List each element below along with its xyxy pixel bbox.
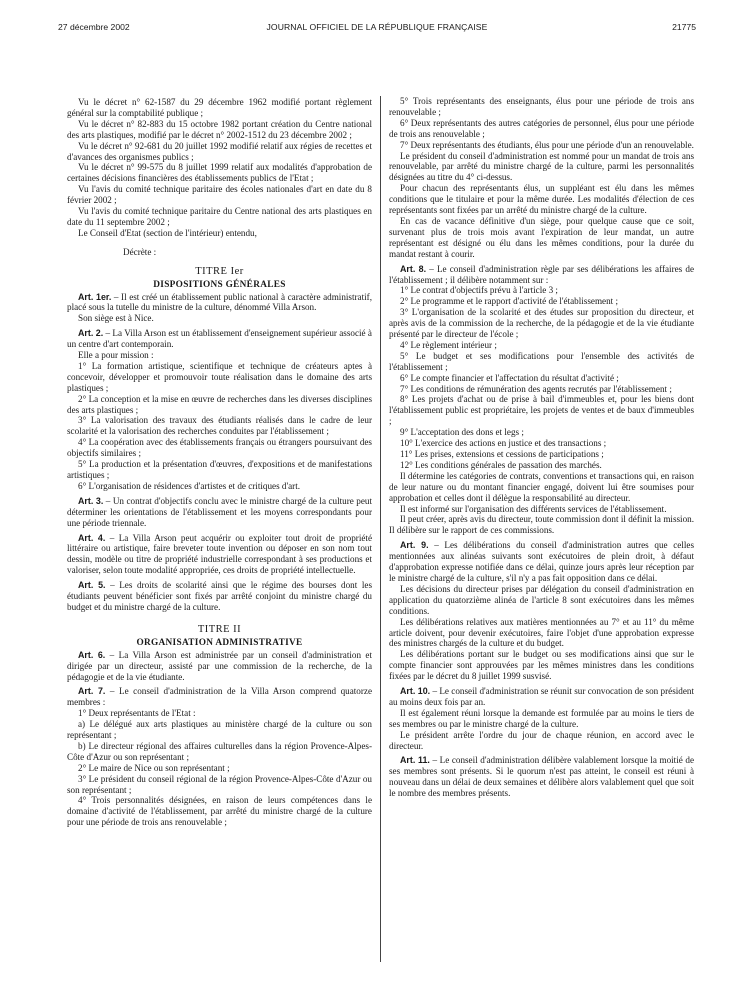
page-header bbox=[58, 22, 696, 36]
article bbox=[389, 686, 694, 708]
article-label: Art. 2. bbox=[78, 328, 104, 339]
list-item: 11° Les prises, extensions et cessions de participations ; bbox=[400, 449, 604, 459]
list-item: 7° Les conditions de rémunération des agents recrutés par l'établissement ; bbox=[400, 383, 672, 394]
list-item: a) Le délégué aux arts plastiques au ministère chargé de la culture ou son représentant ; bbox=[67, 719, 372, 741]
article bbox=[67, 580, 372, 613]
title-subheading: ORGANISATION ADMINISTRATIVE bbox=[136, 637, 303, 648]
article-text: – Il est créé un établissement public national à caractère administratif, placé sous la tutelle du ministre de la culture, dénommé Villa Arson. bbox=[67, 291, 372, 313]
article bbox=[389, 755, 694, 799]
journal-title: JOURNAL OFFICIEL DE LA RÉPUBLIQUE FRANÇAISE bbox=[266, 22, 488, 32]
column-divider bbox=[380, 96, 381, 962]
article-text: – Le conseil d'administration délibère valablement lorsque la moitié de ses membres sont présents. Si le quorum n'est pas atteint, le conseil est réuni à nouveau dans un délai de deux semaines et délibère alors valablement quel que soit le nombre des membres présents. bbox=[389, 755, 694, 799]
article-label: Art. 8. bbox=[400, 263, 427, 274]
right-column bbox=[389, 96, 694, 799]
list-item: b) Le directeur régional des affaires culturelles dans la région Provence-Alpes-Côte d'Azur ou son représentant ; bbox=[67, 740, 372, 762]
paragraph: Le président du conseil d'administration est nommé pour un mandat de trois ans renouvelable, par arrêté du ministre chargé de la culture, parmi les personnalités désignées au titre du 4° ci-dessus. bbox=[389, 150, 694, 183]
article-text: – Les droits de scolarité ainsi que le régime des bourses dont les étudiants peuvent bénéficier sont fixés par arrêté conjoint du ministre chargé du budget et du ministre chargé de la culture. bbox=[67, 580, 372, 612]
article-label: Art. 9. bbox=[400, 540, 429, 551]
list-item: 6° Le compte financier et l'affectation du résultat d'activité ; bbox=[400, 372, 619, 383]
article-label: Art. 7. bbox=[78, 686, 106, 697]
list-item: 3° La valorisation des travaux des étudiants réalisés dans le cadre de leur scolarité et la valorisation des recherches conduites par l'établissement ; bbox=[67, 415, 372, 437]
list-item: 7° Deux représentants des étudiants, élus pour une période d'un an renouvelable. bbox=[400, 139, 694, 150]
list-item: 5° Le budget et ses modifications pour l'ensemble des activités de l'établissement ; bbox=[389, 350, 694, 372]
left-column bbox=[67, 97, 372, 828]
visa: Vu le décret n° 62-1587 du 29 décembre 1962 modifié portant règlement général sur la comptabilité publique ; bbox=[67, 97, 372, 118]
article bbox=[67, 328, 372, 350]
article-text: – Le conseil d'administration se réunit sur convocation de son président au moins deux fois par an. bbox=[389, 686, 695, 707]
list-item: 2° Le programme et le rapport d'activité de l'établissement ; bbox=[400, 296, 619, 307]
list-item: 9° L'acceptation des dons et legs ; bbox=[400, 427, 524, 438]
list-item: 4° La coopération avec des établissements français ou étrangers poursuivant des objectifs similaires ; bbox=[67, 437, 372, 459]
paragraph: Son siège est à Nice. bbox=[78, 313, 154, 324]
article-text: – Le conseil d'administration de la Villa Arson comprend quatorze membres : bbox=[67, 686, 373, 708]
paragraph: En cas de vacance définitive d'un siège, pour quelque cause que ce soit, survenant plus de trois mois avant l'expiration de leur mandat, un autre représentant est désigné ou élu dans les mêmes conditions, pour la durée du mandat restant à courir. bbox=[389, 215, 694, 259]
list-item: 3° Le président du conseil régional de la région Provence-Alpes-Côte d'Azur ou son représentant ; bbox=[67, 773, 372, 795]
list-item: 5° La production et la présentation d'œuvres, d'expositions et de manifestations artistiques ; bbox=[67, 459, 372, 480]
list-item: 1° Deux représentants de l'Etat : bbox=[78, 708, 196, 719]
article bbox=[67, 496, 372, 529]
paragraph: Le président arrête l'ordre du jour de chaque réunion, en accord avec le directeur. bbox=[389, 729, 694, 751]
article bbox=[389, 264, 694, 286]
list-item: 1° Le contrat d'objectifs prévu à l'article 3 ; bbox=[400, 285, 558, 296]
list-item: 4° Le règlement intérieur ; bbox=[400, 339, 497, 350]
paragraph: Il détermine les catégories de contrats, conventions et transactions qui, en raison de leur nature ou du montant financier engagé, doivent lui être soumises pour approbation et celles dont il délègue la responsabilité au directeur. bbox=[389, 470, 694, 503]
paragraph: Il peut créer, après avis du directeur, toute commission dont il définit la mission. Il délibère sur le rapport de ces commissions. bbox=[389, 514, 694, 536]
list-item: 12° Les conditions générales de passation des marchés. bbox=[400, 459, 602, 470]
list-item: 4° Trois personnalités désignées, en raison de leurs compétences dans le domaine d'activité de l'établissement, par arrêté du ministre chargé de la culture pour une période de trois ans renouvelable ; bbox=[67, 795, 372, 828]
article-text: – Le conseil d'administration règle par ses délibérations les affaires de l'établissement ; il délibère notamment sur : bbox=[389, 263, 694, 285]
list-item: 10° L'exercice des actions en justice et des transactions ; bbox=[400, 438, 607, 449]
title-subheading: DISPOSITIONS GÉNÉRALES bbox=[153, 279, 286, 290]
article-text: – La Villa Arson est un établissement d'enseignement supérieur associé à un centre d'art contemporain. bbox=[67, 328, 372, 350]
list-item: 2° La conception et la mise en œuvre de recherches dans les diverses disciplines des arts plastiques ; bbox=[67, 393, 372, 415]
paragraph: Les décisions du directeur prises par délégation du conseil d'administration en application du quatorzième alinéa de l'article 8 sont exécutoires dans les mêmes conditions. bbox=[389, 583, 694, 616]
paragraph: Pour chacun des représentants élus, un suppléant est élu dans les mêmes conditions que le titulaire et pour la même durée. Les modalités d'élection de ces représentants sont fixées par un arrêté du ministre chargé de la culture. bbox=[389, 183, 694, 216]
header-date: 27 décembre 2002 bbox=[58, 22, 130, 32]
article bbox=[67, 533, 372, 577]
article bbox=[389, 540, 694, 584]
article-text: – La Villa Arson peut acquérir ou exploiter tout droit de propriété littéraire ou artistique, faire breveter toute invention ou déposer en son nom tout dessin, modèle ou titre de propriété industrielle correspondant à ses productions et valoriser, selon toute modalité appropriée, ces droits de propriété intellectuelle. bbox=[67, 532, 372, 576]
article-label: Art. 3. bbox=[78, 495, 104, 506]
visa: Le Conseil d'Etat (section de l'intérieur) entendu, bbox=[78, 227, 257, 238]
list-item: 1° La formation artistique, scientifique et technique de créateurs aptes à concevoir, développer et promouvoir toute réalisation dans le domaine des arts plastiques ; bbox=[67, 360, 372, 393]
visa: Vu l'avis du comité technique paritaire du Centre national des arts plastiques en date du 11 septembre 2002 ; bbox=[67, 206, 372, 227]
article-label: Art. 5. bbox=[78, 580, 106, 591]
article-text: – Un contrat d'objectifs conclu avec le ministre chargé de la culture peut déterminer les orientations de l'établissement et les moyens correspondants pour une période triennale. bbox=[67, 495, 372, 528]
article bbox=[67, 292, 372, 314]
article-text: – La Villa Arson est administrée par un conseil d'administration et dirigée par un directeur, assisté par une commission de la recherche, de la pédagogie et de la vie étudiante. bbox=[67, 649, 373, 682]
visa: Vu l'avis du comité technique paritaire des écoles nationales d'art en date du 8 février 2002 ; bbox=[67, 184, 372, 206]
visa: Vu le décret n° 99-575 du 8 juillet 1999 relatif aux modalités d'approbation de certaines décisions financières des établissements publics de l'Etat ; bbox=[67, 162, 372, 184]
list-item: 3° L'organisation de la scolarité et des études sur proposition du directeur, et après avis de la commission de la recherche, de la pédagogie et de la vie étudiante présenté par le directeur de l'école ; bbox=[389, 307, 694, 340]
visa: Vu le décret n° 92-681 du 20 juillet 1992 modifié relatif aux régies de recettes et d'avances des organismes publics ; bbox=[67, 140, 372, 162]
paragraph: Les délibérations portant sur le budget ou ses modifications ainsi que sur le compte financier sont approuvées par les mêmes ministres dans les conditions fixées par le décret du 8 juillet 1999 susvisé. bbox=[389, 649, 694, 682]
paragraph: Elle a pour mission : bbox=[78, 350, 154, 361]
list-item: 6° Deux représentants des autres catégories de personnel, élus pour une période de trois ans renouvelable ; bbox=[389, 117, 694, 139]
list-item: 6° L'organisation de résidences d'artistes et de critiques d'art. bbox=[78, 480, 301, 491]
article-label: Art. 11. bbox=[400, 755, 430, 766]
paragraph: Il est également réuni lorsque la demande est formulée par au moins le tiers de ses membres ou par le ministre chargé de la culture. bbox=[389, 707, 694, 729]
article-label: Art. 10. bbox=[400, 686, 431, 697]
list-item: 8° Les projets d'achat ou de prise à bail d'immeubles et, pour les biens dont l'établissement public est propriétaire, les projets de ventes et de baux d'immeubles ; bbox=[389, 394, 694, 427]
article bbox=[67, 650, 372, 683]
title-heading: TITRE II bbox=[197, 623, 242, 635]
article-label: Art. 6. bbox=[78, 649, 106, 660]
paragraph: Il est informé sur l'organisation des différents services de l'établissement. bbox=[400, 503, 667, 514]
article-label: Art. 4. bbox=[78, 532, 106, 543]
paragraph: Les délibérations relatives aux matières mentionnées au 7° et au 11° du même article doivent, pour devenir exécutoires, faire l'objet d'une approbation expresse des ministres chargés de la culture et du budget. bbox=[389, 616, 694, 649]
article bbox=[67, 686, 372, 708]
article-label: Art. 1er. bbox=[78, 291, 112, 302]
article-text: – Les délibérations du conseil d'administration autres que celles mentionnées aux alinéas suivants sont exécutoires de plein droit, à défaut d'approbation expresse notifiée dans ce délai, quinze jours après leur réception par le ministre chargé de la culture, s'il n'y a pas fait opposition dans ce délai. bbox=[389, 540, 695, 583]
list-item: 2° Le maire de Nice ou son représentant ; bbox=[78, 762, 230, 773]
title-heading: TITRE Ier bbox=[195, 265, 244, 277]
decrete: Décrète : bbox=[123, 246, 157, 257]
page-number: 21775 bbox=[672, 22, 696, 32]
visa: Vu le décret n° 82-883 du 15 octobre 1982 portant création du Centre national des arts plastiques, modifié par le décret n° 2002-1512 du 23 décembre 2002 ; bbox=[67, 118, 372, 140]
list-item: 5° Trois représentants des enseignants, élus pour une période de trois ans renouvelable ; bbox=[389, 96, 694, 117]
